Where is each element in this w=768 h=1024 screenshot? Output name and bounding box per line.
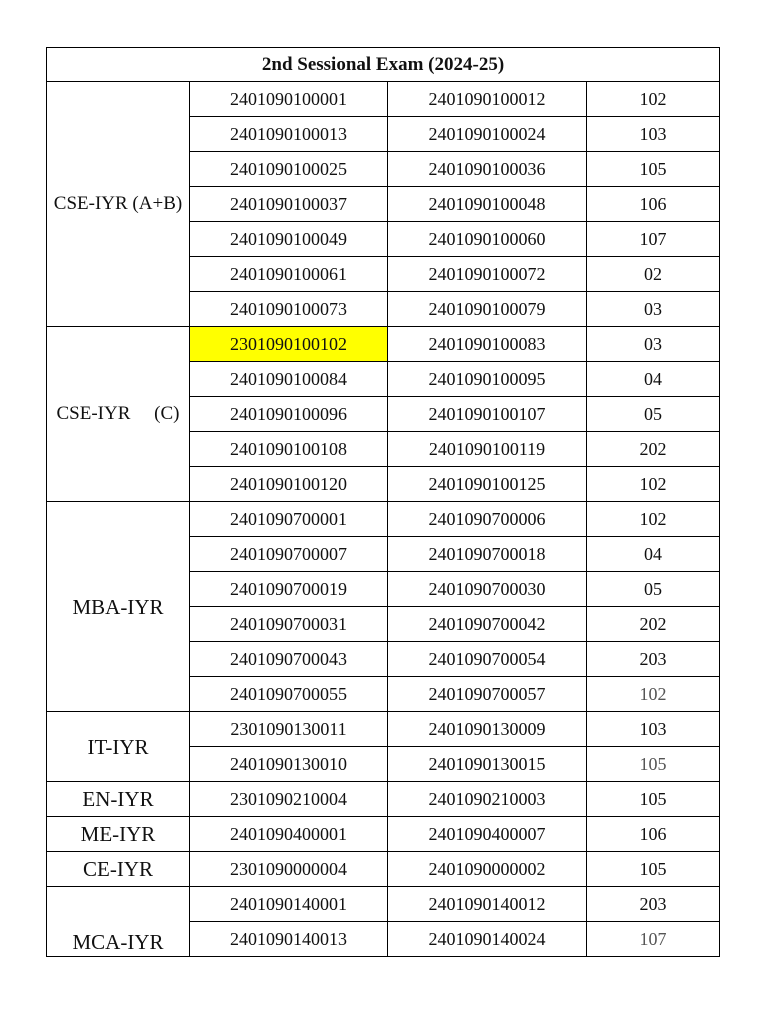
roll-to: 2401090100036 bbox=[388, 152, 587, 187]
roll-from: 2301090130011 bbox=[190, 712, 388, 747]
table-row bbox=[47, 887, 720, 922]
roll-to: 2401090100095 bbox=[388, 362, 587, 397]
roll-from: 2401090100013 bbox=[190, 117, 388, 152]
roll-to: 2401090140012 bbox=[388, 887, 587, 922]
roll-to: 2401090700030 bbox=[388, 572, 587, 607]
roll-from: 2401090100073 bbox=[190, 292, 388, 327]
room-number: 106 bbox=[587, 187, 720, 222]
room-number: 103 bbox=[587, 712, 720, 747]
table-title: 2nd Sessional Exam (2024-25) bbox=[47, 48, 720, 82]
roll-from: 2401090100096 bbox=[190, 397, 388, 432]
group-label-cse-c bbox=[47, 327, 190, 502]
table-row bbox=[47, 817, 720, 852]
roll-to: 2401090400007 bbox=[388, 817, 587, 852]
group-label-mca: MCA-IYR bbox=[47, 887, 190, 957]
roll-from: 2401090700043 bbox=[190, 642, 388, 677]
roll-to: 2401090100060 bbox=[388, 222, 587, 257]
room-number: 102 bbox=[587, 467, 720, 502]
roll-from: 2401090100084 bbox=[190, 362, 388, 397]
table-row bbox=[47, 82, 720, 117]
group-label-en: EN-IYR bbox=[47, 782, 190, 817]
room-number: 105 bbox=[587, 782, 720, 817]
room-number: 203 bbox=[587, 642, 720, 677]
room-number: 106 bbox=[587, 817, 720, 852]
roll-to: 2401090100012 bbox=[388, 82, 587, 117]
roll-from: 2401090700055 bbox=[190, 677, 388, 712]
roll-from: 2401090700007 bbox=[190, 537, 388, 572]
room-number: 105 bbox=[587, 852, 720, 887]
roll-to: 2401090700018 bbox=[388, 537, 587, 572]
room-number: 103 bbox=[587, 117, 720, 152]
table-row bbox=[47, 852, 720, 887]
room-number: 04 bbox=[587, 537, 720, 572]
roll-to: 2401090100107 bbox=[388, 397, 587, 432]
roll-from: 2401090700031 bbox=[190, 607, 388, 642]
roll-to: 2401090100119 bbox=[388, 432, 587, 467]
roll-to: 2401090700054 bbox=[388, 642, 587, 677]
roll-to: 2401090700042 bbox=[388, 607, 587, 642]
roll-to: 2401090100079 bbox=[388, 292, 587, 327]
roll-to: 2401090700057 bbox=[388, 677, 587, 712]
roll-from: 2401090100061 bbox=[190, 257, 388, 292]
roll-from: 2301090210004 bbox=[190, 782, 388, 817]
group-label-mba: MBA-IYR bbox=[47, 502, 190, 712]
roll-to: 2401090130009 bbox=[388, 712, 587, 747]
roll-to: 2401090100024 bbox=[388, 117, 587, 152]
room-number: 202 bbox=[587, 607, 720, 642]
roll-from-highlighted: 2301090100102 bbox=[190, 327, 388, 362]
group-label-cse-ab: CSE-IYR (A+B) bbox=[47, 82, 190, 327]
roll-from: 2401090100001 bbox=[190, 82, 388, 117]
roll-to: 2401090100083 bbox=[388, 327, 587, 362]
roll-from: 2401090700001 bbox=[190, 502, 388, 537]
roll-from: 2401090400001 bbox=[190, 817, 388, 852]
roll-from: 2401090140013 bbox=[190, 922, 388, 957]
room-number: 102 bbox=[587, 82, 720, 117]
room-number: 102 bbox=[587, 502, 720, 537]
roll-from: 2401090100025 bbox=[190, 152, 388, 187]
roll-from: 2401090100120 bbox=[190, 467, 388, 502]
room-number: 105 bbox=[587, 747, 720, 782]
room-number: 05 bbox=[587, 572, 720, 607]
group-label-cse-c-section: (C) bbox=[154, 403, 180, 424]
table-row bbox=[47, 327, 720, 362]
room-number: 03 bbox=[587, 292, 720, 327]
group-label-me: ME-IYR bbox=[47, 817, 190, 852]
table-row bbox=[47, 782, 720, 817]
roll-from: 2401090100049 bbox=[190, 222, 388, 257]
roll-to: 2401090700006 bbox=[388, 502, 587, 537]
roll-to: 2401090100072 bbox=[388, 257, 587, 292]
roll-from: 2401090140001 bbox=[190, 887, 388, 922]
roll-from: 2401090130010 bbox=[190, 747, 388, 782]
roll-to: 2401090100048 bbox=[388, 187, 587, 222]
room-number: 202 bbox=[587, 432, 720, 467]
table-row bbox=[47, 712, 720, 747]
exam-room-table bbox=[46, 47, 720, 957]
group-label-it: IT-IYR bbox=[47, 712, 190, 782]
roll-to: 2401090000002 bbox=[388, 852, 587, 887]
room-number: 04 bbox=[587, 362, 720, 397]
room-number: 05 bbox=[587, 397, 720, 432]
room-number: 203 bbox=[587, 887, 720, 922]
room-number: 107 bbox=[587, 222, 720, 257]
roll-to: 2401090100125 bbox=[388, 467, 587, 502]
roll-from: 2401090700019 bbox=[190, 572, 388, 607]
table-row bbox=[47, 502, 720, 537]
room-number: 02 bbox=[587, 257, 720, 292]
room-number: 107 bbox=[587, 922, 720, 957]
roll-from: 2301090000004 bbox=[190, 852, 388, 887]
room-number: 03 bbox=[587, 327, 720, 362]
room-number: 105 bbox=[587, 152, 720, 187]
roll-from: 2401090100037 bbox=[190, 187, 388, 222]
roll-to: 2401090210003 bbox=[388, 782, 587, 817]
roll-to: 2401090140024 bbox=[388, 922, 587, 957]
group-label-cse-c-name: CSE-IYR bbox=[56, 403, 131, 424]
room-number: 102 bbox=[587, 677, 720, 712]
roll-to: 2401090130015 bbox=[388, 747, 587, 782]
title-row bbox=[47, 48, 720, 82]
group-label-ce: CE-IYR bbox=[47, 852, 190, 887]
roll-from: 2401090100108 bbox=[190, 432, 388, 467]
